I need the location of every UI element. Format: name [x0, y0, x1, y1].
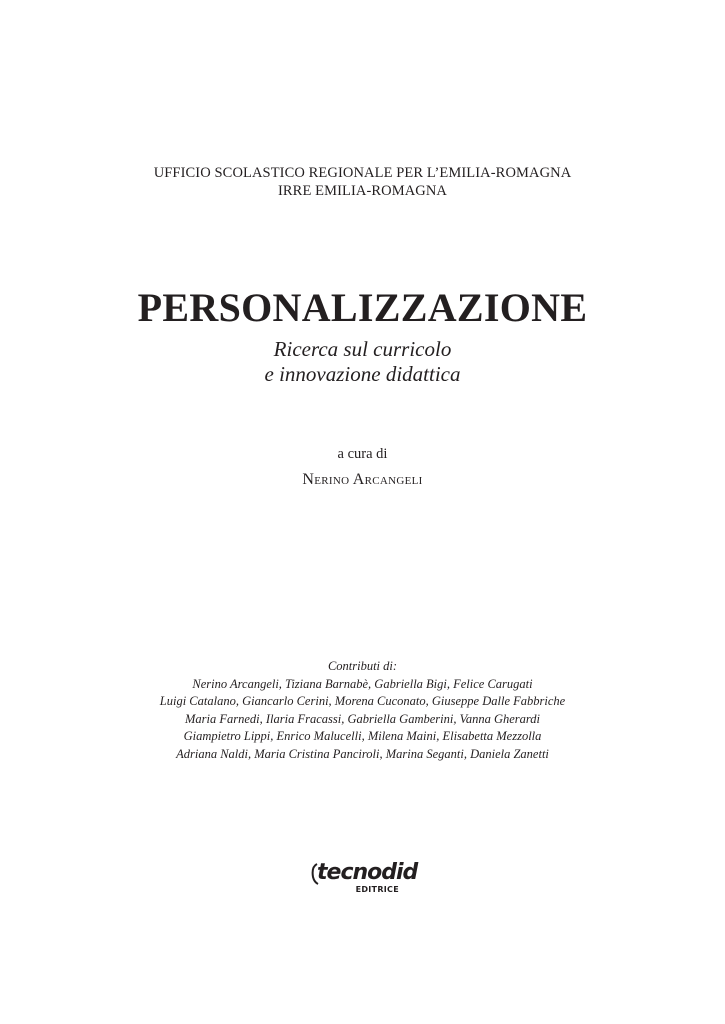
- institution-header: [0, 164, 725, 200]
- contributors-line: Maria Farnedi, Ilaria Fracassi, Gabriella Gamberini, Vanna Gherardi: [184, 711, 541, 726]
- contributors-line: Adriana Naldi, Maria Cristina Panciroli, Marina Seganti, Daniela Zanetti: [176, 746, 549, 761]
- contributors-line: Giampietro Lippi, Enrico Malucelli, Milena Maini, Elisabetta Mezzolla: [183, 729, 542, 743]
- contributors-heading: Contributi di:: [327, 659, 398, 673]
- contributors-line: Nerino Arcangeli, Tiziana Barnabè, Gabriella Bigi, Felice Carugati: [192, 676, 533, 691]
- subtitle-line-2: e innovazione didattica: [264, 362, 461, 386]
- contributors-line: Luigi Catalano, Giancarlo Cerini, Morena Cuconato, Giuseppe Dalle Fabbriche: [159, 694, 566, 708]
- editor-intro: a cura di: [337, 446, 388, 462]
- publisher-logo-subtext: EDITRICE: [355, 885, 399, 894]
- editor-name: Nerino Arcangeli: [302, 471, 423, 488]
- book-subtitle: [0, 337, 725, 387]
- subtitle-line-1: Ricerca sul curricolo: [273, 337, 452, 361]
- book-title: PERSONALIZZAZIONE: [137, 285, 588, 330]
- institution-line-1: UFFICIO SCOLASTICO REGIONALE PER L’EMILIA-ROMAGNA: [153, 165, 572, 181]
- institution-line-2: IRRE EMILIA-ROMAGNA: [277, 183, 448, 199]
- publisher-logo-text: tecnodid: [317, 860, 418, 885]
- contributors-block: [0, 658, 725, 763]
- publisher-logo: [311, 860, 418, 900]
